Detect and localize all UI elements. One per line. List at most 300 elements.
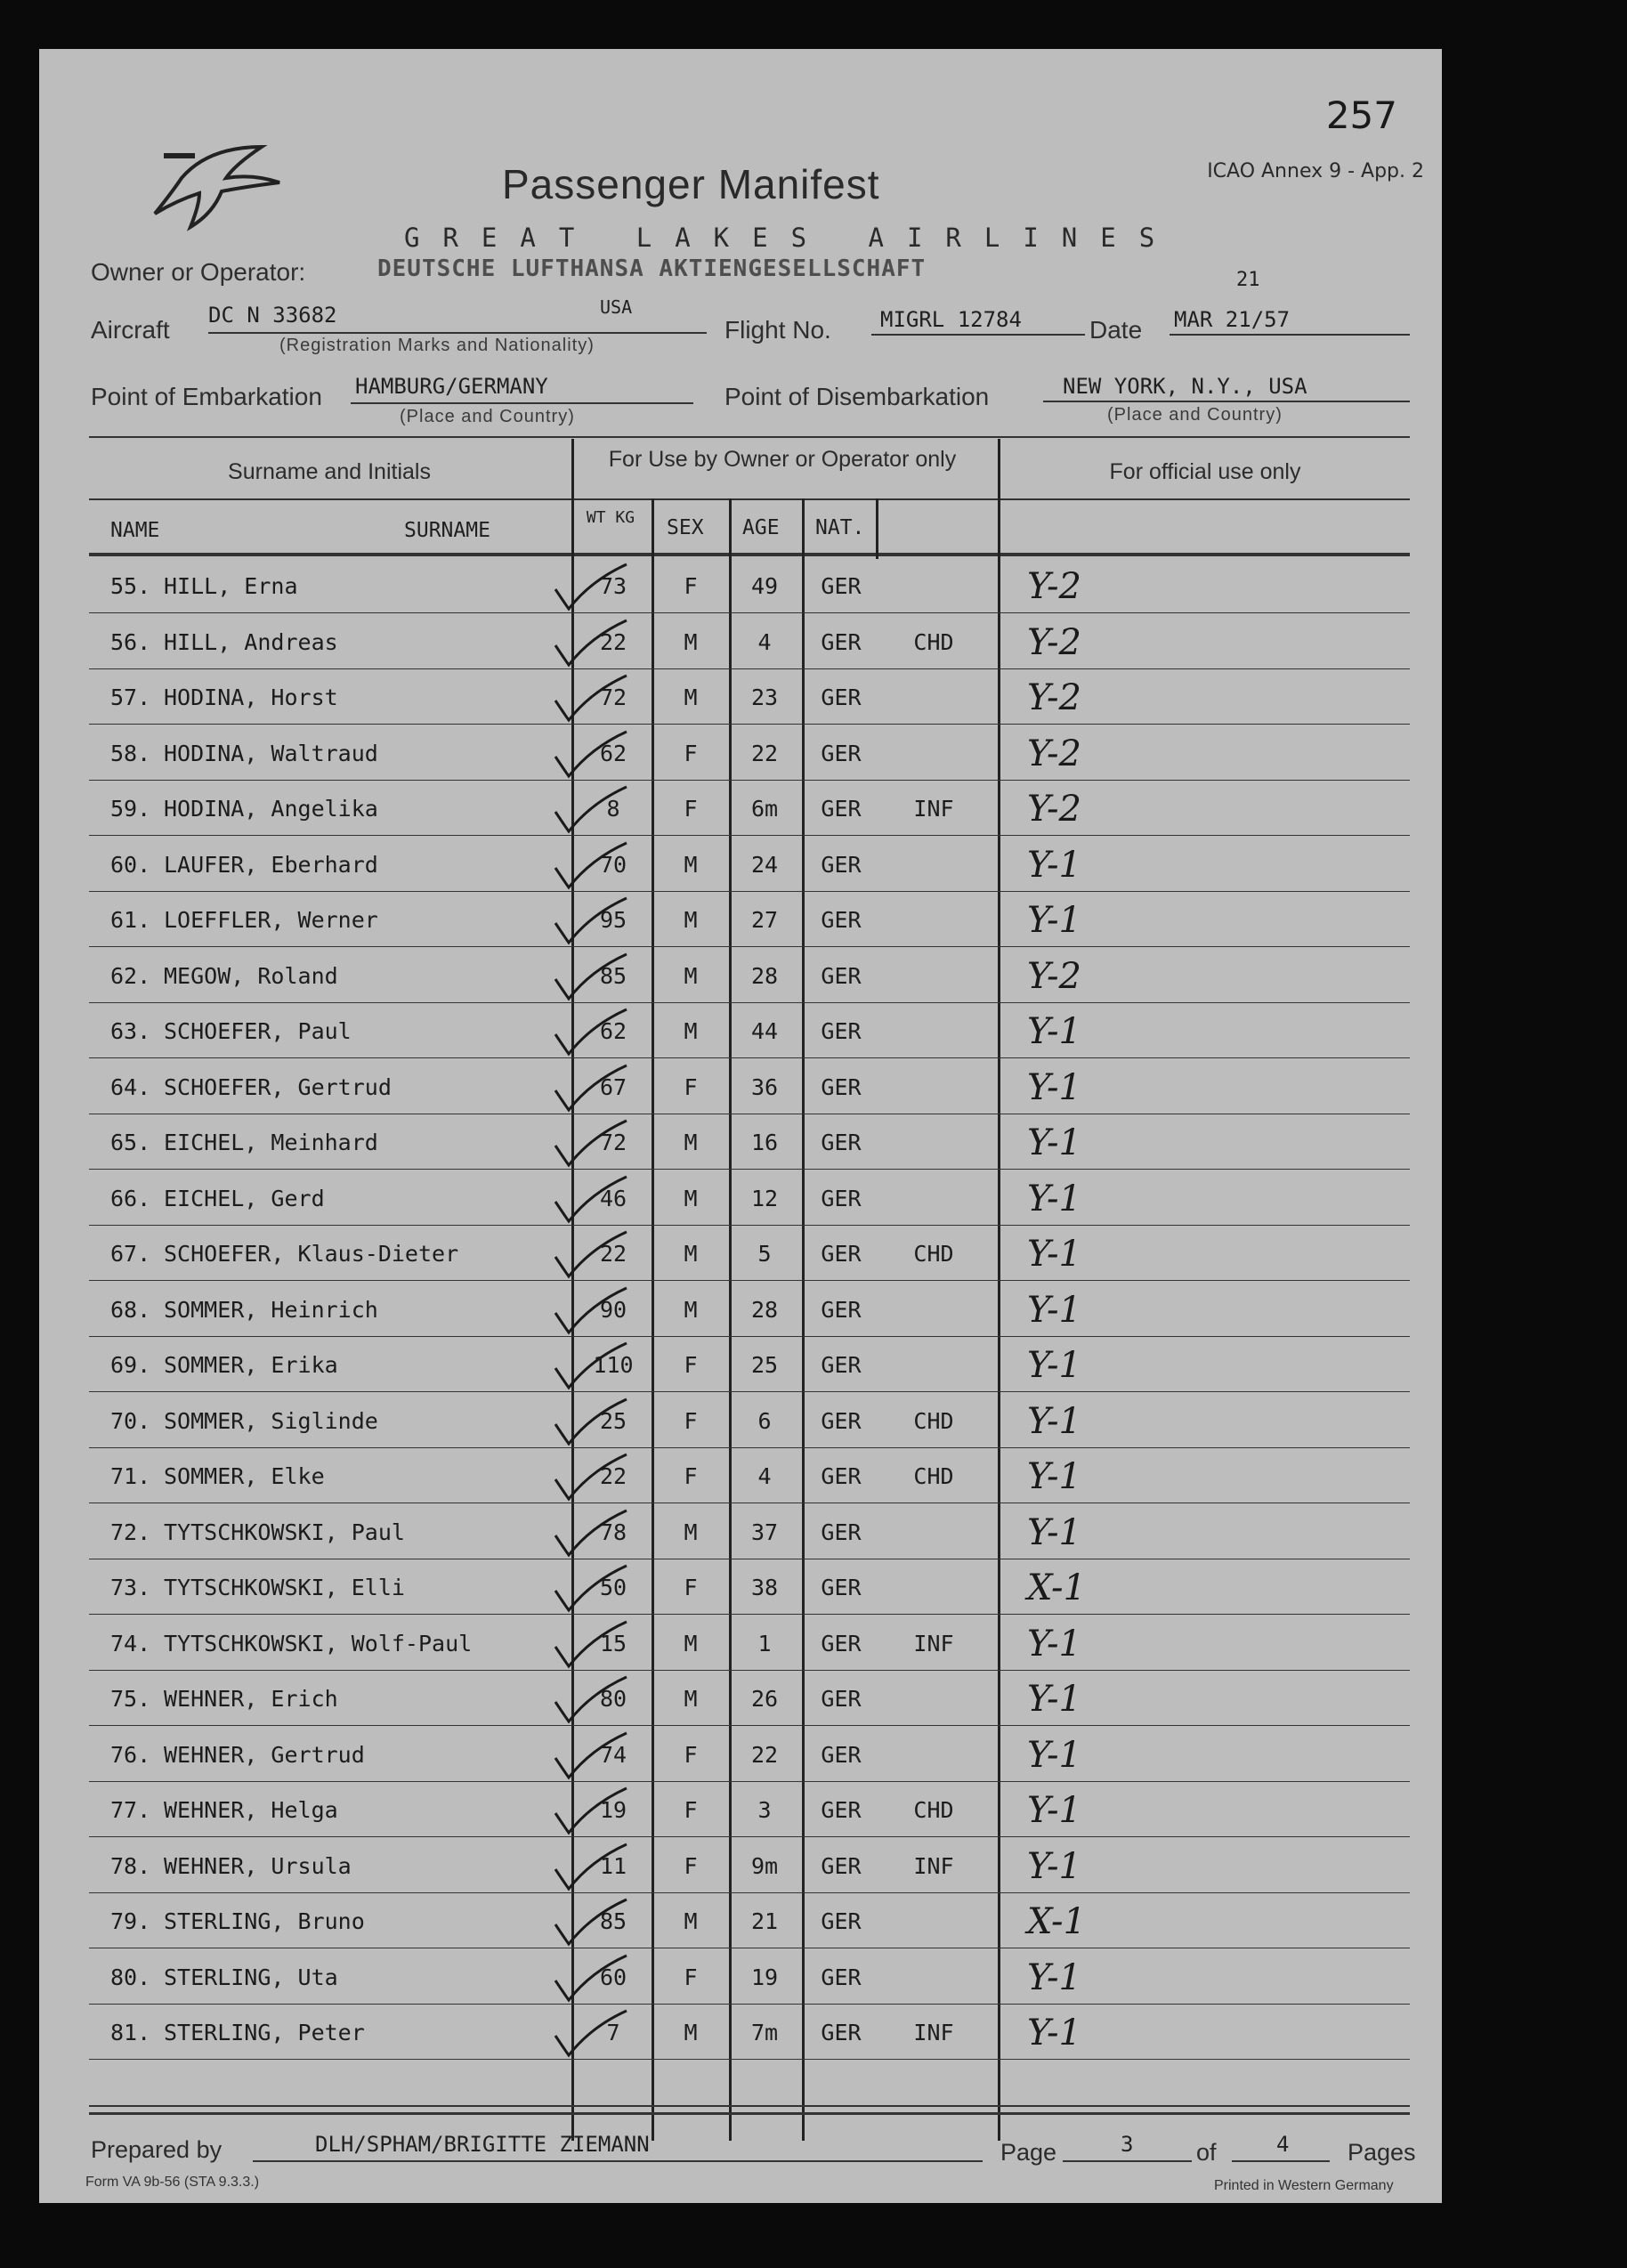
row-number: 57. xyxy=(110,684,151,710)
passenger-note: INF xyxy=(913,1852,954,1879)
passenger-note: CHD xyxy=(913,1463,954,1489)
crane-logo-icon xyxy=(128,129,288,245)
passenger-weight: 90 xyxy=(599,1296,627,1323)
row-rule xyxy=(89,1057,1410,1058)
row-rule xyxy=(89,1336,1410,1337)
table-row xyxy=(39,1841,1442,1896)
passenger-note: CHD xyxy=(913,1797,954,1823)
passenger-weight: 110 xyxy=(593,1352,634,1378)
passenger-name: EICHEL, Meinhard xyxy=(164,1130,378,1155)
table-row xyxy=(39,1507,1442,1562)
passenger-weight: 73 xyxy=(599,573,627,599)
row-number: 81. xyxy=(110,2020,151,2045)
passenger-sex: F xyxy=(684,1407,698,1434)
passenger-weight: 62 xyxy=(599,740,627,766)
row-number: 67. xyxy=(110,1241,151,1267)
passenger-sex: F xyxy=(684,1463,698,1489)
flight-rule xyxy=(871,334,1085,336)
row-rule xyxy=(89,835,1410,836)
passenger-name: SOMMER, Siglinde xyxy=(164,1407,378,1434)
passenger-age: 36 xyxy=(750,1073,779,1100)
official-mark: Y-2 xyxy=(1027,621,1081,663)
passenger-nationality: GER xyxy=(821,1018,862,1044)
passenger-nationality: GER xyxy=(821,2020,862,2045)
check-mark-icon xyxy=(538,665,635,727)
embark-value: HAMBURG/GERMANY xyxy=(355,374,548,399)
passenger-note: CHD xyxy=(913,1407,954,1434)
official-mark: Y-1 xyxy=(1027,1845,1081,1887)
passenger-note: CHD xyxy=(913,628,954,655)
official-mark: Y-1 xyxy=(1027,2013,1081,2053)
disembark-rule xyxy=(1043,401,1410,402)
of-value: 4 xyxy=(1276,2132,1290,2157)
table-row xyxy=(39,1284,1442,1340)
passenger-age: 12 xyxy=(750,1185,779,1211)
passenger-sex: F xyxy=(684,1852,698,1879)
passenger-sex: F xyxy=(684,1797,698,1823)
passenger-nationality: GER xyxy=(821,851,862,878)
check-mark-icon xyxy=(538,999,635,1061)
table-row xyxy=(39,1006,1442,1061)
passenger-nationality: GER xyxy=(821,1296,862,1323)
passenger-age: 22 xyxy=(750,1741,779,1768)
passenger-weight: 85 xyxy=(599,1908,627,1934)
passenger-name: SOMMER, Heinrich xyxy=(164,1296,378,1323)
col-official-use: For official use only xyxy=(1109,459,1301,484)
table-row xyxy=(39,839,1442,895)
row-rule xyxy=(89,891,1410,892)
passenger-weight: 22 xyxy=(599,1241,627,1267)
passenger-nationality: GER xyxy=(821,907,862,933)
check-mark-icon xyxy=(538,721,635,783)
passenger-name: SCHOEFER, Gertrud xyxy=(164,1073,392,1100)
passenger-sex: M xyxy=(684,1296,698,1323)
row-rule xyxy=(89,1169,1410,1170)
row-rule xyxy=(89,780,1410,781)
check-mark-icon xyxy=(538,887,635,950)
passenger-weight: 19 xyxy=(599,1797,627,1823)
passenger-sex: M xyxy=(684,851,698,878)
col-surname-initials: Surname and Initials xyxy=(228,459,431,484)
passenger-weight: 50 xyxy=(599,1575,627,1600)
check-mark-icon xyxy=(538,1722,635,1785)
passenger-nationality: GER xyxy=(821,1741,862,1768)
row-rule xyxy=(89,1836,1410,1837)
printed-note: Printed in Western Germany xyxy=(1214,2178,1394,2193)
passenger-nationality: GER xyxy=(821,573,862,599)
passenger-weight: 60 xyxy=(599,1964,627,1990)
page-value: 3 xyxy=(1121,2132,1134,2157)
passenger-weight: 25 xyxy=(599,1407,627,1434)
passenger-age: 9m xyxy=(750,1852,779,1879)
table-row xyxy=(39,2007,1442,2062)
table-row xyxy=(39,951,1442,1006)
table-row xyxy=(39,1562,1442,1617)
col-name: NAME xyxy=(110,519,160,542)
check-mark-icon xyxy=(538,1277,635,1340)
table-row xyxy=(39,783,1442,838)
row-number: 58. xyxy=(110,740,151,766)
col-nat: NAT. xyxy=(815,516,865,539)
official-mark: Y-2 xyxy=(1027,789,1081,830)
row-number: 78. xyxy=(110,1852,151,1879)
passenger-name: WEHNER, Gertrud xyxy=(164,1741,365,1768)
check-mark-icon xyxy=(538,776,635,838)
passenger-age: 4 xyxy=(757,628,772,655)
passenger-nationality: GER xyxy=(821,1407,862,1434)
passenger-nationality: GER xyxy=(821,1797,862,1823)
passenger-sex: M xyxy=(684,2020,698,2045)
row-rule xyxy=(89,1725,1410,1726)
table-row xyxy=(39,1896,1442,1951)
aircraft-rule xyxy=(208,332,707,334)
table-row xyxy=(39,895,1442,950)
passenger-weight: 11 xyxy=(599,1852,627,1879)
passenger-note: INF xyxy=(913,1630,954,1656)
column-header-rule xyxy=(89,553,1410,556)
official-mark: Y-1 xyxy=(1027,1345,1081,1386)
aircraft-value: DC N 33682 xyxy=(208,303,337,328)
row-rule xyxy=(89,1447,1410,1448)
passenger-name: STERLING, Bruno xyxy=(164,1908,365,1934)
passenger-sex: M xyxy=(684,1908,698,1934)
row-rule xyxy=(89,1225,1410,1226)
table-row xyxy=(39,672,1442,727)
official-mark: Y-2 xyxy=(1027,955,1081,997)
table-row xyxy=(39,1228,1442,1284)
row-number: 72. xyxy=(110,1519,151,1545)
table-row xyxy=(39,1729,1442,1785)
aircraft-sub: (Registration Marks and Nationality) xyxy=(279,336,595,355)
row-number: 73. xyxy=(110,1575,151,1600)
of-label: of xyxy=(1196,2139,1217,2166)
table-row xyxy=(39,1117,1442,1172)
official-mark: Y-1 xyxy=(1027,1234,1081,1275)
passenger-nationality: GER xyxy=(821,796,862,822)
passenger-nationality: GER xyxy=(821,1185,862,1211)
table-row xyxy=(39,1952,1442,2007)
row-number: 59. xyxy=(110,796,151,822)
check-mark-icon xyxy=(538,1778,635,1840)
check-mark-icon xyxy=(538,1666,635,1729)
row-number: 77. xyxy=(110,1797,151,1823)
check-mark-icon xyxy=(538,1611,635,1673)
passenger-age: 37 xyxy=(750,1519,779,1545)
flight-label: Flight No. xyxy=(724,316,831,344)
embark-rule xyxy=(351,402,693,404)
passenger-age: 6m xyxy=(750,796,779,822)
passenger-age: 5 xyxy=(757,1241,772,1267)
passenger-name: WEHNER, Erich xyxy=(164,1686,338,1712)
flight-value: MIGRL 12784 xyxy=(880,307,1022,332)
page-number: 257 xyxy=(1325,93,1397,137)
passenger-sex: F xyxy=(684,1964,698,1990)
row-number: 64. xyxy=(110,1073,151,1100)
passenger-age: 6 xyxy=(757,1407,772,1434)
passenger-nationality: GER xyxy=(821,1073,862,1100)
check-mark-icon xyxy=(538,554,635,616)
passenger-weight: 8 xyxy=(606,796,620,822)
official-mark: Y-1 xyxy=(1027,1011,1081,1052)
official-mark: Y-1 xyxy=(1027,1511,1081,1553)
table-row xyxy=(39,1396,1442,1451)
passenger-name: WEHNER, Ursula xyxy=(164,1852,352,1879)
passenger-name: STERLING, Uta xyxy=(164,1964,338,1990)
passenger-weight: 22 xyxy=(599,628,627,655)
date-rule xyxy=(1170,334,1410,336)
row-number: 65. xyxy=(110,1130,151,1155)
aircraft-label: Aircraft xyxy=(91,316,170,344)
passenger-age: 26 xyxy=(750,1686,779,1712)
check-mark-icon xyxy=(538,832,635,895)
row-number: 71. xyxy=(110,1463,151,1489)
passenger-age: 16 xyxy=(750,1130,779,1155)
official-mark: Y-2 xyxy=(1027,677,1081,718)
official-mark: Y-2 xyxy=(1027,566,1081,607)
table-bottom-rule xyxy=(89,2105,1410,2107)
check-mark-icon xyxy=(538,1055,635,1117)
form-id: Form VA 9b-56 (STA 9.3.3.) xyxy=(85,2175,260,2190)
passenger-note: INF xyxy=(913,796,954,822)
row-number: 68. xyxy=(110,1296,151,1323)
header-divider xyxy=(89,436,1410,438)
table-row xyxy=(39,1173,1442,1228)
passenger-age: 28 xyxy=(750,1296,779,1323)
official-mark: Y-2 xyxy=(1027,733,1081,774)
row-number: 74. xyxy=(110,1630,151,1656)
passenger-nationality: GER xyxy=(821,1241,862,1267)
row-rule xyxy=(89,1002,1410,1003)
prepared-rule xyxy=(253,2160,983,2162)
passenger-nationality: GER xyxy=(821,1352,862,1378)
passenger-nationality: GER xyxy=(821,684,862,710)
table-row xyxy=(39,561,1442,616)
passenger-weight: 95 xyxy=(599,907,627,933)
date-extra: 21 xyxy=(1236,269,1260,291)
passenger-weight: 62 xyxy=(599,1018,627,1044)
passenger-weight: 7 xyxy=(606,2020,620,2045)
passenger-sex: F xyxy=(684,1741,698,1768)
table-row xyxy=(39,1062,1442,1117)
row-rule xyxy=(89,724,1410,725)
passenger-nationality: GER xyxy=(821,1686,862,1712)
official-mark: Y-1 xyxy=(1027,1956,1081,1998)
passenger-sex: F xyxy=(684,1575,698,1600)
check-mark-icon xyxy=(538,610,635,672)
passenger-sex: M xyxy=(684,1018,698,1044)
passenger-name: MEGOW, Roland xyxy=(164,962,338,989)
passenger-weight: 22 xyxy=(599,1463,627,1489)
check-mark-icon xyxy=(538,1110,635,1172)
row-number: 62. xyxy=(110,962,151,989)
disembark-label: Point of Disembarkation xyxy=(724,383,990,410)
row-rule xyxy=(89,1892,1410,1893)
row-rule xyxy=(89,1614,1410,1615)
passenger-age: 28 xyxy=(750,962,779,989)
row-number: 60. xyxy=(110,851,151,878)
passenger-sex: F xyxy=(684,740,698,766)
check-mark-icon xyxy=(538,1889,635,1951)
passenger-age: 49 xyxy=(750,573,779,599)
passenger-name: STERLING, Peter xyxy=(164,2020,365,2045)
passenger-weight: 80 xyxy=(599,1686,627,1712)
official-mark: Y-1 xyxy=(1027,900,1081,941)
passenger-sex: M xyxy=(684,628,698,655)
passenger-nationality: GER xyxy=(821,1964,862,1990)
official-mark: Y-1 xyxy=(1027,1122,1081,1163)
passenger-sex: M xyxy=(684,1686,698,1712)
prepared-label: Prepared by xyxy=(91,2136,223,2163)
passenger-age: 44 xyxy=(750,1018,779,1044)
date-value: MAR 21/57 xyxy=(1174,307,1291,332)
check-mark-icon xyxy=(538,1555,635,1617)
check-mark-icon xyxy=(538,1166,635,1228)
check-mark-icon xyxy=(538,1389,635,1451)
table-row xyxy=(39,1785,1442,1840)
passenger-age: 19 xyxy=(750,1964,779,1990)
passenger-age: 25 xyxy=(750,1352,779,1378)
col-surname: SURNAME xyxy=(404,519,490,542)
check-mark-icon xyxy=(538,1500,635,1562)
passenger-note: CHD xyxy=(913,1241,954,1267)
passenger-name: SOMMER, Elke xyxy=(164,1463,325,1489)
check-mark-icon xyxy=(538,1945,635,2007)
passenger-weight: 72 xyxy=(599,1130,627,1155)
passenger-age: 27 xyxy=(750,907,779,933)
airline-name: GREAT LAKES AIRLINES xyxy=(404,223,1178,253)
passenger-sex: M xyxy=(684,1130,698,1155)
passenger-age: 38 xyxy=(750,1575,779,1600)
icao-reference: ICAO Annex 9 - App. 2 xyxy=(1207,160,1424,182)
row-number: 66. xyxy=(110,1185,151,1211)
passenger-sex: M xyxy=(684,1519,698,1545)
passenger-weight: 74 xyxy=(599,1741,627,1768)
passenger-age: 23 xyxy=(750,684,779,710)
passenger-sex: M xyxy=(684,1241,698,1267)
row-number: 76. xyxy=(110,1741,151,1768)
passenger-sex: M xyxy=(684,1630,698,1656)
passenger-name: HODINA, Horst xyxy=(164,684,338,710)
passenger-weight: 70 xyxy=(599,851,627,878)
passenger-age: 1 xyxy=(757,1630,772,1656)
passenger-weight: 67 xyxy=(599,1073,627,1100)
official-mark: X-1 xyxy=(1027,1901,1087,1942)
official-mark: Y-1 xyxy=(1027,1066,1081,1108)
row-rule xyxy=(89,1781,1410,1782)
passenger-name: SCHOEFER, Klaus-Dieter xyxy=(164,1241,459,1267)
col-age: AGE xyxy=(742,516,780,539)
check-mark-icon xyxy=(538,1221,635,1284)
passenger-sex: M xyxy=(684,907,698,933)
table-bottom-rule-2 xyxy=(89,2112,1410,2115)
passenger-nationality: GER xyxy=(821,1575,862,1600)
passenger-name: SCHOEFER, Paul xyxy=(164,1018,352,1044)
prepared-value: DLH/SPHAM/BRIGITTE ZIEMANN xyxy=(315,2132,650,2157)
official-mark: Y-1 xyxy=(1027,1679,1081,1720)
passenger-weight: 72 xyxy=(599,684,627,710)
passenger-name: WEHNER, Helga xyxy=(164,1797,338,1823)
row-number: 70. xyxy=(110,1407,151,1434)
passenger-name: TYTSCHKOWSKI, Paul xyxy=(164,1519,405,1545)
passenger-age: 21 xyxy=(750,1908,779,1934)
page-rule xyxy=(1063,2160,1192,2162)
row-number: 56. xyxy=(110,628,151,655)
table-row xyxy=(39,728,1442,783)
official-mark: Y-1 xyxy=(1027,1790,1081,1831)
passenger-sex: M xyxy=(684,684,698,710)
embark-sub: (Place and Country) xyxy=(400,407,575,426)
passenger-nationality: GER xyxy=(821,962,862,989)
table-row xyxy=(39,617,1442,672)
official-mark: Y-1 xyxy=(1027,1734,1081,1776)
of-rule xyxy=(1232,2160,1330,2162)
row-number: 69. xyxy=(110,1352,151,1378)
official-mark: X-1 xyxy=(1027,1567,1087,1608)
manifest-page xyxy=(39,49,1442,2203)
aircraft-nationality: USA xyxy=(600,296,633,318)
official-mark: Y-1 xyxy=(1027,1289,1081,1331)
vline-nat-end xyxy=(876,498,878,559)
check-mark-icon xyxy=(538,944,635,1006)
row-rule xyxy=(89,2059,1410,2060)
passenger-sex: F xyxy=(684,796,698,822)
disembark-sub: (Place and Country) xyxy=(1107,405,1283,425)
table-row xyxy=(39,1340,1442,1395)
passenger-nationality: GER xyxy=(821,1908,862,1934)
row-rule xyxy=(89,612,1410,613)
page-label: Page xyxy=(1000,2139,1057,2166)
document-title: Passenger Manifest xyxy=(502,161,880,207)
passenger-sex: F xyxy=(684,573,698,599)
check-mark-icon xyxy=(538,1444,635,1506)
passenger-name: LAUFER, Eberhard xyxy=(164,851,378,878)
row-number: 79. xyxy=(110,1908,151,1934)
passenger-age: 4 xyxy=(757,1463,772,1489)
table-row xyxy=(39,1618,1442,1673)
date-label: Date xyxy=(1089,316,1143,344)
row-rule xyxy=(89,946,1410,947)
row-rule xyxy=(89,1391,1410,1392)
owner-struck-text: DEUTSCHE LUFTHANSA AKTIENGESELLSCHAFT xyxy=(377,255,927,282)
pages-label: Pages xyxy=(1348,2139,1416,2166)
row-number: 75. xyxy=(110,1686,151,1712)
row-rule xyxy=(89,2004,1410,2005)
table-header-rule xyxy=(89,498,1410,500)
check-mark-icon xyxy=(538,1834,635,1896)
official-mark: Y-1 xyxy=(1027,844,1081,886)
table-row xyxy=(39,1451,1442,1506)
passenger-nationality: GER xyxy=(821,740,862,766)
passenger-name: EICHEL, Gerd xyxy=(164,1185,325,1211)
official-mark: Y-1 xyxy=(1027,1456,1081,1497)
col-owner-use: For Use by Owner or Operator only xyxy=(608,447,957,472)
embark-label: Point of Embarkation xyxy=(91,383,322,410)
passenger-name: SOMMER, Erika xyxy=(164,1352,338,1378)
passenger-name: HODINA, Angelika xyxy=(164,796,378,822)
passenger-nationality: GER xyxy=(821,628,862,655)
row-rule xyxy=(89,668,1410,669)
passenger-name: HILL, Erna xyxy=(164,573,298,599)
passenger-nationality: GER xyxy=(821,1463,862,1489)
passenger-name: TYTSCHKOWSKI, Wolf-Paul xyxy=(164,1630,473,1656)
passenger-sex: M xyxy=(684,962,698,989)
passenger-weight: 46 xyxy=(599,1185,627,1211)
disembark-value: NEW YORK, N.Y., USA xyxy=(1063,374,1307,399)
row-number: 55. xyxy=(110,573,151,599)
passenger-age: 22 xyxy=(750,740,779,766)
official-mark: Y-1 xyxy=(1027,1400,1081,1442)
passenger-nationality: GER xyxy=(821,1519,862,1545)
